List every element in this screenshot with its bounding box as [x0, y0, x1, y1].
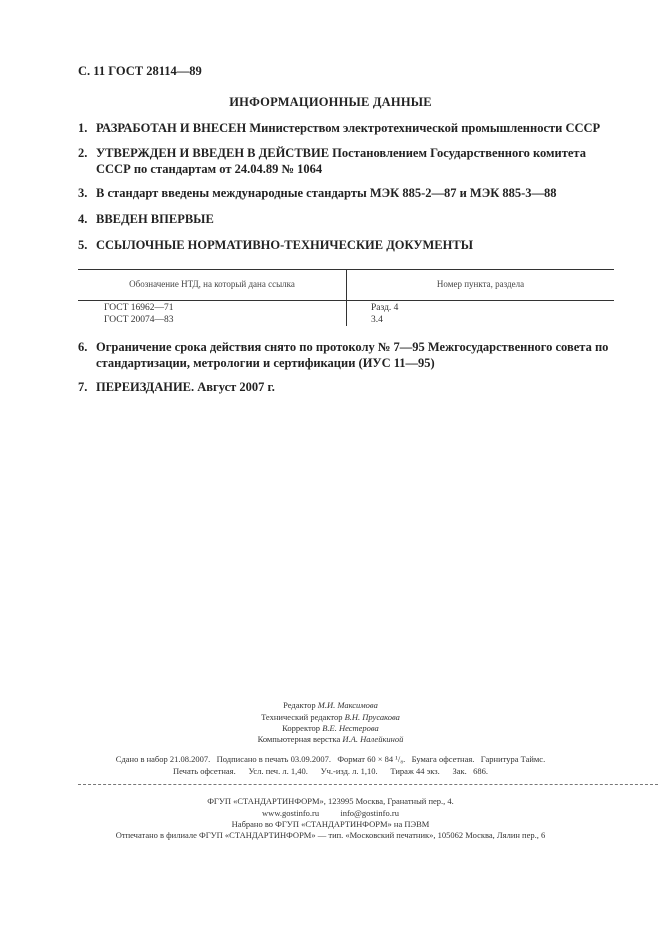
info-item-1 [78, 120, 600, 136]
item-text: В стандарт введены международные стандарты МЭК 885-2—87 и МЭК 885-3—88 [96, 186, 557, 200]
item-number: 2. [78, 146, 88, 160]
print-info-line-1: Сдано в набор 21.08.2007. Подписано в печать 03.09.2007. Формат 60 × 84 ¹/₈. Бумага офсетная. Гарнитура Таймс. [115, 754, 546, 764]
item-text: ВВЕДЕН ВПЕРВЫЕ [96, 212, 214, 226]
credit-role: Технический редактор [261, 712, 343, 722]
table-row [78, 303, 614, 315]
info-item-4 [78, 211, 214, 227]
info-item-7 [78, 379, 275, 395]
credit-name: М.И. Максимова [317, 700, 378, 710]
info-item-5 [78, 237, 473, 253]
item-number: 4. [78, 212, 88, 226]
publisher-line-2: www.gostinfo.ru info@gostinfo.ru [262, 808, 399, 818]
table-cell-designation: ГОСТ 16962—71 [104, 303, 174, 313]
credit-editor [0, 700, 661, 710]
divider [78, 784, 658, 785]
info-item-6 [78, 339, 618, 371]
item-number: 3. [78, 186, 88, 200]
item-text: УТВЕРЖДЕН И ВВЕДЕН В ДЕЙСТВИЕ Постановлением Государственного комитета СССР по стандартам от 24.04.89 № 1064 [96, 146, 586, 176]
item-number: 1. [78, 121, 88, 135]
credit-role: Редактор [283, 700, 316, 710]
item-text: Ограничение срока действия снято по протоколу № 7—95 Межгосударственного совета по стандартизации, метрологии и сертификации (ИУС 11—95) [96, 340, 609, 370]
print-info-line-2: Печать офсетная. Усл. печ. л. 1,40. Уч.-изд. л. 1,10. Тираж 44 экз. Зак. 686. [172, 766, 489, 776]
table-header-clause: Номер пункта, раздела [436, 279, 525, 289]
publisher-line-4: Отпечатано в филиале ФГУП «СТАНДАРТИНФОРМ» — тип. «Московский печатник», 105062 Москва, Лялин пер., 6 [115, 830, 546, 840]
table-header-designation: Обозначение НТД, на который дана ссылка [129, 279, 295, 289]
table-cell-clause: 3.4 [371, 315, 383, 325]
table-header-row [78, 270, 614, 301]
credit-name: В.Е. Нестерова [322, 723, 379, 733]
credit-proofreader [0, 723, 661, 733]
credit-tech-editor [0, 712, 661, 722]
item-number: 5. [78, 238, 88, 252]
item-number: 6. [78, 340, 88, 354]
table-cell-designation: ГОСТ 20074—83 [104, 315, 174, 325]
table-cell-clause: Разд. 4 [371, 303, 399, 313]
page-header: С. 11 ГОСТ 28114—89 [78, 64, 202, 78]
item-text: ССЫЛОЧНЫЕ НОРМАТИВНО-ТЕХНИЧЕСКИЕ ДОКУМЕНТЫ [96, 238, 473, 252]
credit-name: В.Н. Прусакова [344, 712, 400, 722]
item-number: 7. [78, 380, 88, 394]
info-item-3 [78, 185, 557, 201]
credit-role: Корректор [282, 723, 321, 733]
item-text: ПЕРЕИЗДАНИЕ. Август 2007 г. [96, 380, 275, 394]
table-row [78, 315, 614, 327]
info-item-2 [78, 145, 618, 177]
credit-layout [0, 734, 661, 744]
section-title: ИНФОРМАЦИОННЫЕ ДАННЫЕ [229, 95, 432, 109]
publisher-line-3: Набрано во ФГУП «СТАНДАРТИНФОРМ» на ПЭВМ [231, 819, 430, 829]
credit-role: Компьютерная верстка [257, 734, 341, 744]
publisher-line-1: ФГУП «СТАНДАРТИНФОРМ», 123995 Москва, Гранатный пер., 4. [207, 796, 454, 806]
reference-table [78, 269, 614, 327]
credit-name: И.А. Налейкиной [342, 734, 404, 744]
item-text: РАЗРАБОТАН И ВНЕСЕН Министерством электротехнической промышленности СССР [96, 121, 601, 135]
